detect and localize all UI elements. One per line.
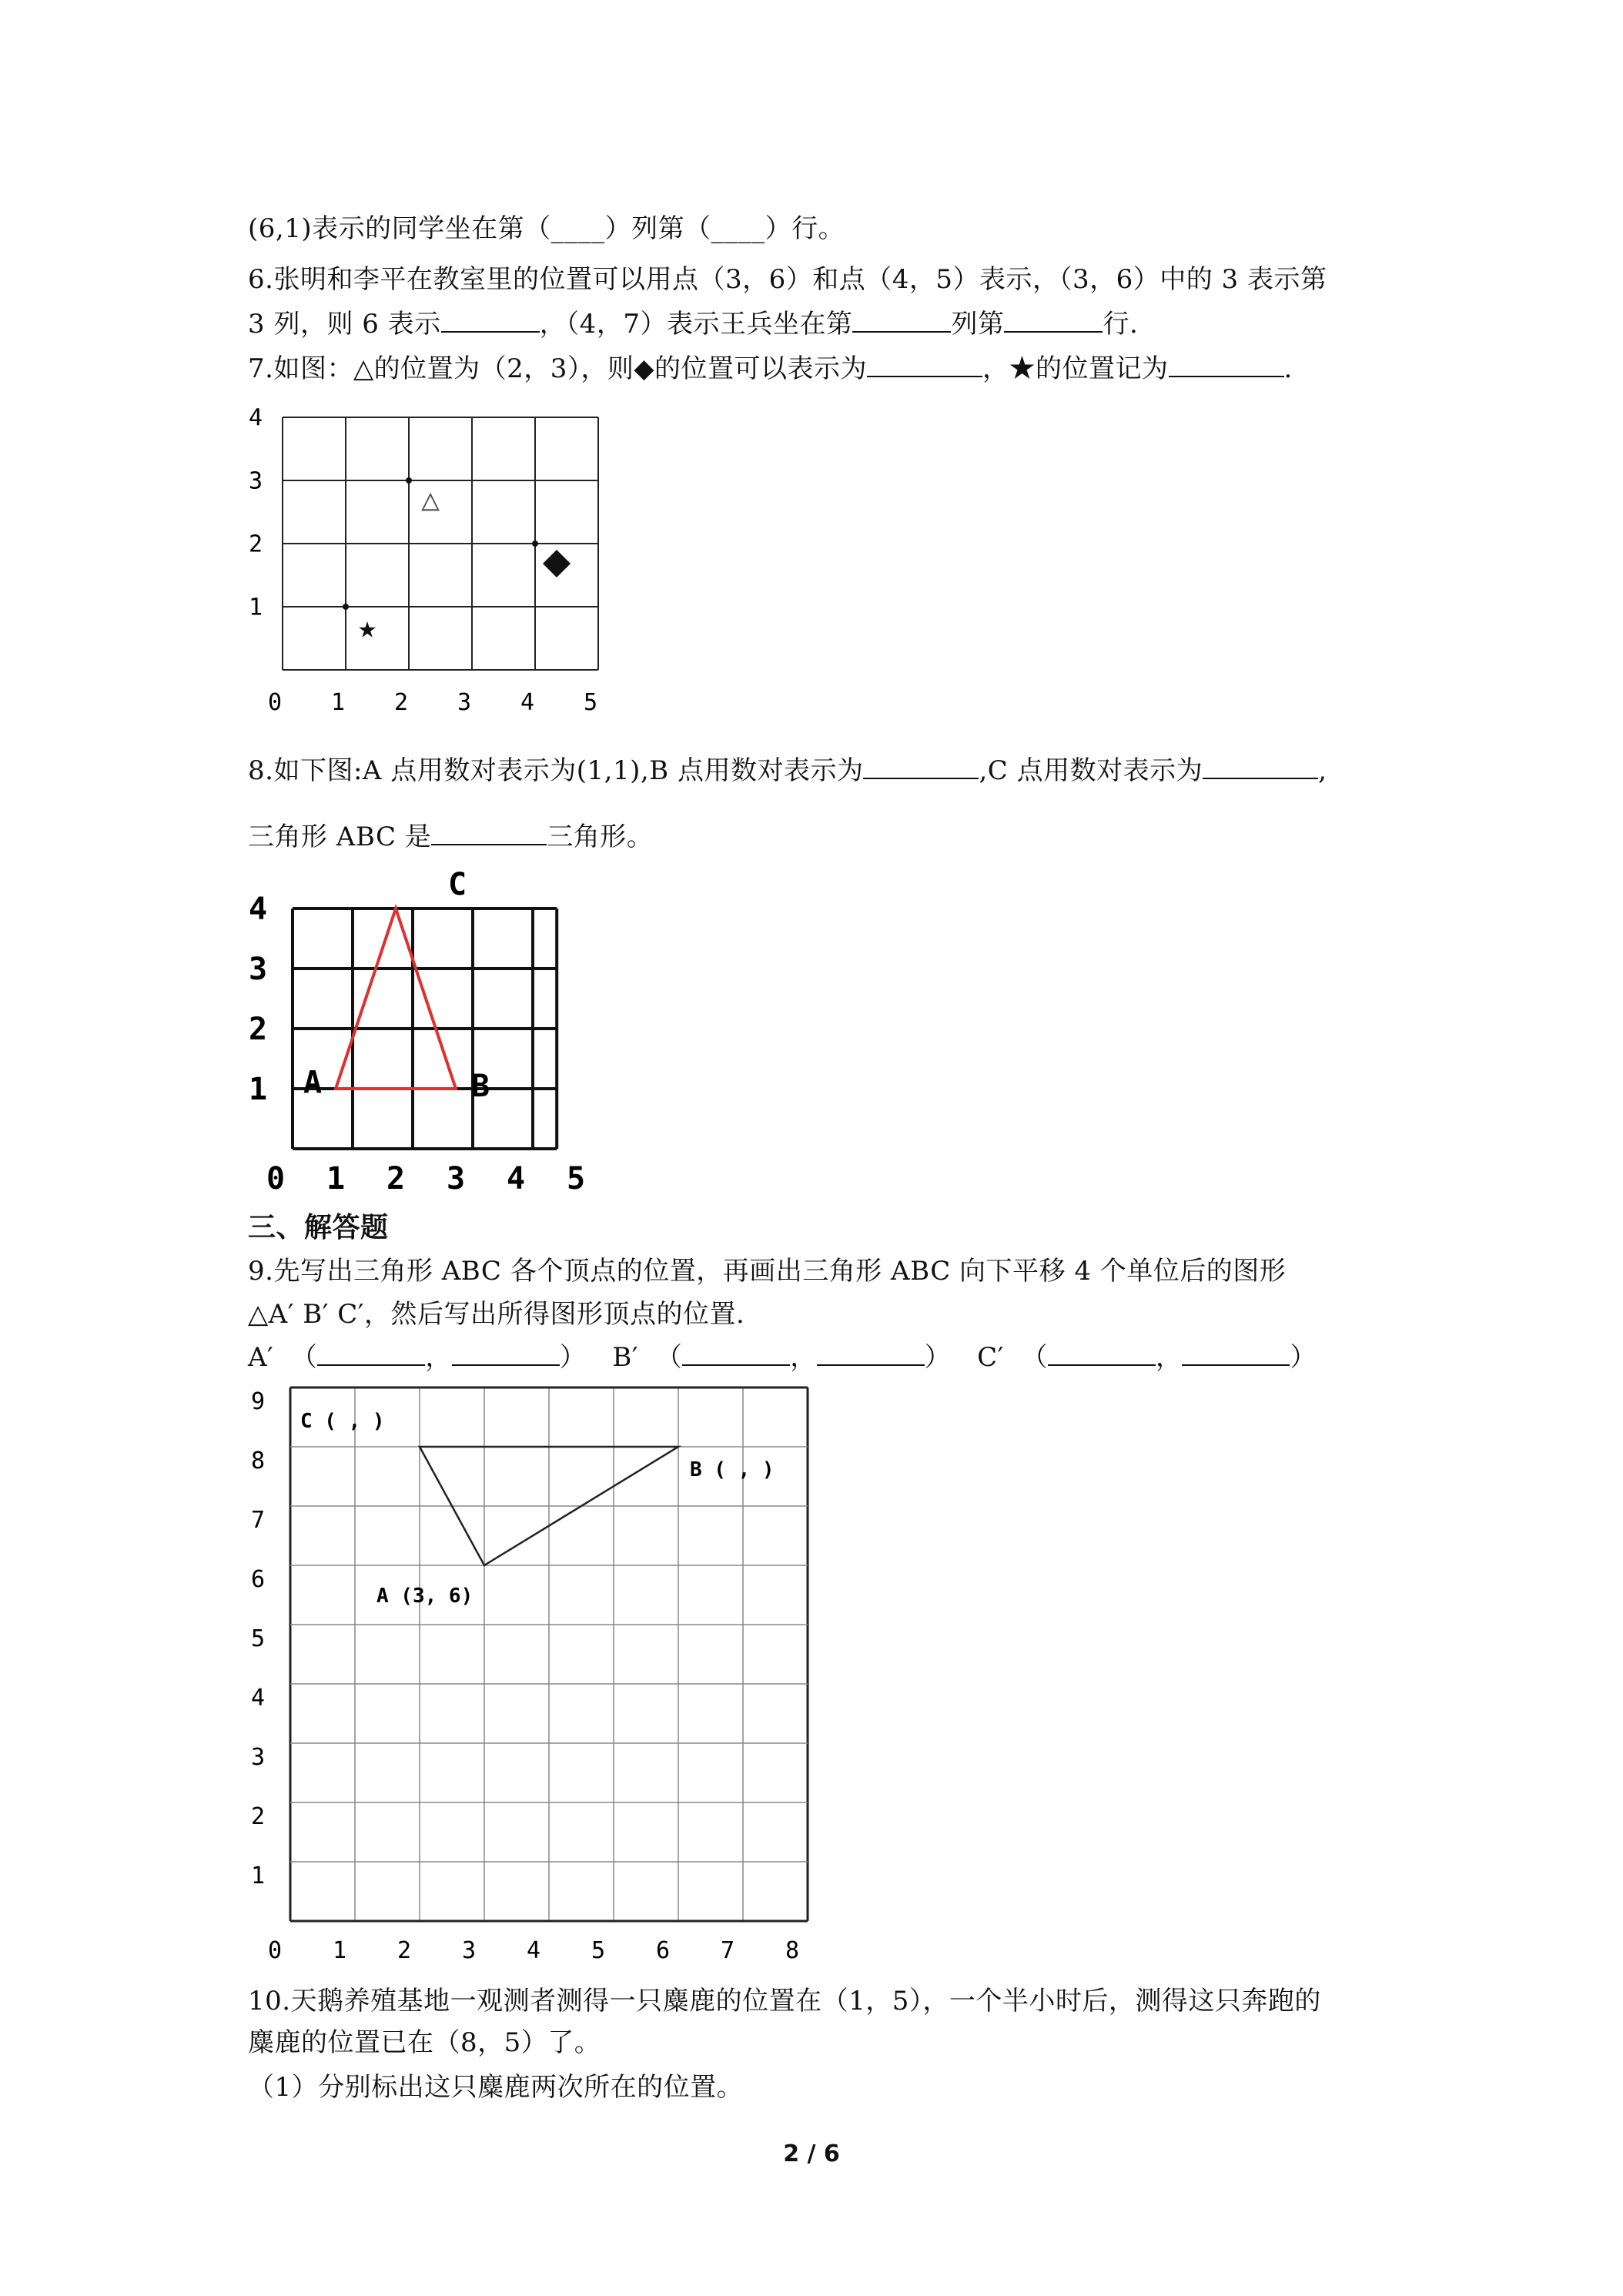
point-dot	[406, 477, 412, 484]
q9-b-prime-label: B′	[612, 1342, 639, 1373]
q9-paren-close: ）	[924, 1342, 952, 1373]
q6-text: 6.张明和李平在教室里的位置可以用点（3，6）和点（4，5）表示，（3，6）中的 3 表示第	[248, 264, 1327, 295]
x-tick-label: 4	[526, 1937, 541, 1964]
q8-text-d: 三角形 ABC 是	[248, 822, 432, 852]
label-c: C	[447, 867, 467, 902]
q9-b-x-blank[interactable]	[682, 1341, 790, 1366]
q8-grid-figure	[240, 866, 602, 1197]
y-tick-label: 2	[248, 530, 263, 558]
y-tick-label: 3	[248, 467, 263, 495]
q9-comma: ，	[790, 1342, 817, 1373]
q9-c-y-blank[interactable]	[1182, 1341, 1290, 1366]
label-c: C ( , )	[300, 1410, 385, 1433]
y-tick-label: 1	[250, 1863, 266, 1889]
q8-blank-3[interactable]	[431, 821, 547, 845]
x-tick-label: 5	[583, 689, 598, 716]
section-heading	[248, 1210, 389, 1246]
q9-paren-close: ）	[1290, 1342, 1317, 1373]
y-tick-label: 3	[248, 952, 268, 987]
q10-line-2	[248, 2025, 601, 2060]
q9-c-x-blank[interactable]	[1048, 1341, 1156, 1366]
q6-text-a: 3 列，则 6 表示	[248, 309, 441, 340]
q9-comma: ，	[425, 1342, 452, 1373]
x-tick-label: 3	[461, 1937, 477, 1964]
q10-text-1: 10.天鹅养殖基地一观测者测得一只麋鹿的位置在（1，5），一个半小时后，测得这只奔跑的	[248, 1986, 1321, 2017]
y-tick-label: 1	[248, 1072, 268, 1107]
x-tick-label: 2	[393, 689, 409, 716]
x-tick-label: 3	[457, 689, 472, 716]
q9-paren-open: （	[1021, 1342, 1048, 1373]
q6-text-b: ，（4，7）表示王兵坐在第	[539, 309, 853, 340]
x-tick-label: 0	[267, 689, 283, 716]
x-tick-label: 0	[267, 1937, 283, 1964]
q9-a-prime-label: A′	[248, 1342, 274, 1373]
q6-text-d: 行.	[1103, 309, 1139, 340]
q9-text-2: △A′ B′ C′，然后写出所得图形顶点的位置.	[248, 1299, 745, 1330]
q7-text-c: .	[1283, 353, 1293, 384]
q6-blank-1[interactable]	[441, 308, 540, 333]
x-tick-label: 4	[506, 1161, 526, 1197]
y-tick-label: 2	[250, 1803, 266, 1830]
star-icon: ★	[357, 610, 377, 645]
x-tick-label: 0	[266, 1161, 286, 1197]
y-tick-label: 7	[250, 1507, 266, 1534]
q6-text-c: 列第	[951, 309, 1005, 340]
q9-b-y-blank[interactable]	[817, 1341, 925, 1366]
x-tick-label: 5	[591, 1937, 606, 1964]
q5-text: (6,1)表示的同学坐在第（____）列第（____）行。	[248, 213, 845, 244]
q8-grid-lines	[293, 909, 557, 1149]
x-tick-label: 3	[446, 1161, 466, 1197]
q9-text-1: 9.先写出三角形 ABC 各个顶点的位置，再画出三角形 ABC 向下平移 4 个单位后的图形	[248, 1256, 1287, 1287]
q7-blank-2[interactable]	[1169, 353, 1284, 377]
y-tick-label: 8	[250, 1448, 266, 1474]
x-tick-label: 5	[566, 1161, 586, 1197]
q7-text-a: 7.如图：△的位置为（2，3），则◆的位置可以表示为	[248, 353, 867, 384]
q7-grid-figure	[248, 408, 610, 724]
x-tick-label: 1	[332, 1937, 347, 1964]
q10-text-3: （1）分别标出这只麋鹿两次所在的位置。	[248, 2072, 744, 2103]
q9-comma: ，	[1155, 1342, 1183, 1373]
q9-grid-figure	[243, 1382, 835, 1967]
y-tick-label: 4	[248, 892, 268, 927]
q6-line-2	[248, 306, 1138, 342]
x-tick-label: 2	[386, 1161, 406, 1197]
label-a: A (3, 6)	[376, 1585, 474, 1608]
q8-line-1	[248, 753, 1327, 788]
q6-line-1	[248, 262, 1327, 297]
q6-blank-2[interactable]	[852, 308, 951, 333]
q9-a-x-blank[interactable]	[317, 1341, 425, 1366]
q10-line-1	[248, 1983, 1321, 2019]
q6-blank-3[interactable]	[1004, 308, 1103, 333]
point-dot	[343, 604, 349, 610]
y-tick-label: 1	[248, 594, 263, 621]
diamond-icon	[543, 550, 571, 577]
y-tick-label: 5	[250, 1625, 266, 1652]
label-a: A	[303, 1065, 323, 1100]
q9-c-prime-label: C′	[977, 1342, 1004, 1373]
q8-text-e: 三角形。	[547, 822, 654, 852]
q10-text-2: 麋鹿的位置已在（8，5）了。	[248, 2027, 601, 2058]
q9-a-y-blank[interactable]	[452, 1341, 560, 1366]
q7-line	[248, 351, 1293, 387]
label-b: B ( , )	[690, 1458, 775, 1481]
x-tick-label: 6	[655, 1937, 671, 1964]
x-tick-label: 1	[326, 1161, 346, 1197]
point-dot	[532, 541, 538, 547]
q8-blank-1[interactable]	[863, 755, 979, 779]
q8-blank-2[interactable]	[1203, 755, 1318, 779]
q9-triangle	[300, 1410, 775, 1608]
q9-line-2	[248, 1297, 745, 1332]
q8-text-a: 8.如下图:A 点用数对表示为(1,1),B 点用数对表示为	[248, 755, 864, 786]
q9-paren-close: ）	[559, 1342, 587, 1373]
q7-blank-1[interactable]	[867, 353, 982, 377]
y-tick-label: 4	[248, 408, 263, 432]
q5-line	[248, 211, 845, 246]
x-tick-label: 4	[520, 689, 535, 716]
q9-paren-open: （	[290, 1342, 318, 1373]
y-tick-label: 9	[250, 1388, 266, 1415]
y-tick-label: 4	[250, 1685, 266, 1712]
q7-marks	[343, 477, 571, 645]
q8-text-c: ,	[1318, 755, 1327, 786]
page-number: 2 / 6	[783, 2140, 840, 2167]
q8-tick-labels	[249, 892, 585, 1197]
q9-line-1	[248, 1253, 1286, 1289]
q8-line-2	[248, 819, 653, 855]
q7-text-b: ，★的位置记为	[982, 353, 1169, 384]
q9-paren-open: （	[655, 1342, 683, 1373]
q8-triangle	[303, 867, 490, 1104]
y-tick-label: 6	[250, 1566, 266, 1593]
y-tick-label: 2	[248, 1012, 268, 1047]
x-tick-label: 1	[330, 689, 346, 716]
q10-line-3	[248, 2070, 743, 2105]
q8-text-b: ,C 点用数对表示为	[979, 755, 1203, 786]
triangle-icon: △	[420, 482, 440, 517]
q9-answer-line	[248, 1340, 1317, 1375]
label-b: B	[470, 1069, 490, 1104]
x-tick-label: 8	[785, 1937, 800, 1964]
section-title: 三、解答题	[248, 1212, 389, 1243]
x-tick-label: 7	[720, 1937, 735, 1964]
x-tick-label: 2	[397, 1937, 412, 1964]
y-tick-label: 3	[250, 1744, 266, 1771]
q7-grid-lines	[283, 417, 598, 670]
